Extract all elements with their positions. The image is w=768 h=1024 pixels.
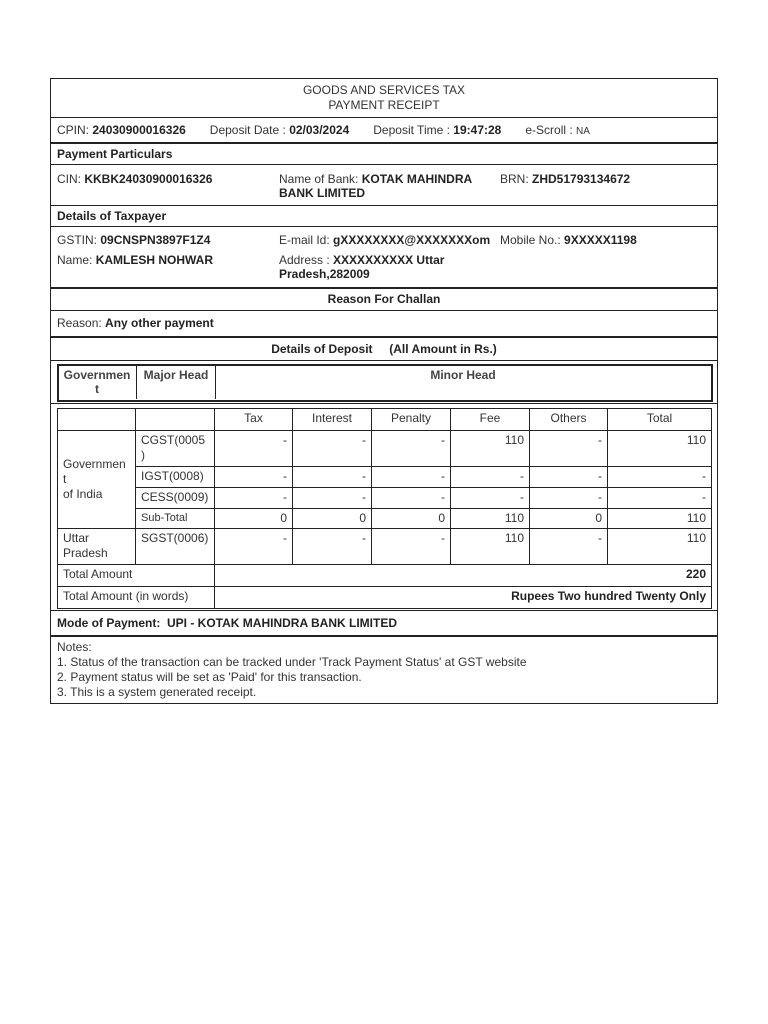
mode-label: Mode of Payment: [57,616,161,630]
sgst-tax: - [215,529,293,565]
name-label: Name: [57,253,93,267]
summary-row [51,118,717,144]
subtotal-penalty: 0 [372,509,451,529]
deposit-date [210,123,349,137]
header-line-2: PAYMENT RECEIPT [328,98,440,112]
notes-heading: Notes: [57,640,92,654]
igst-tax: - [215,467,293,488]
col-header-total: Total [608,409,712,431]
deposit-heading [51,338,717,361]
email [279,233,490,247]
deposit-heading-text: Details of Deposit [271,342,373,356]
deposit-table [57,408,712,609]
major-head-cgst [136,431,215,467]
col-header-penalty: Penalty [372,409,451,431]
table-row-cess [58,488,712,509]
cess-fee: - [451,488,530,509]
table-header-row [58,409,712,431]
reason-row [51,311,717,338]
col-government-line-2: t [95,382,99,396]
igst-others: - [530,467,608,488]
subtotal-interest: 0 [293,509,372,529]
cgst-others: - [530,431,608,467]
deposit-time-label: Deposit Time : [373,123,450,137]
cin-value: KKBK24030900016326 [84,172,213,186]
sgst-total: 110 [608,529,712,565]
igst-interest: - [293,467,372,488]
cess-others: - [530,488,608,509]
igst-fee: - [451,467,530,488]
sgst-penalty: - [372,529,451,565]
address [279,253,444,281]
cgst-tax: - [215,431,293,467]
deposit-date-label: Deposit Date : [209,123,286,137]
cin-label: CIN: [57,172,81,186]
cgst-interest: - [293,431,372,467]
reason-value: Any other payment [105,316,214,330]
header-line-1: GOODS AND SERVICES TAX [302,83,466,97]
cess-total: - [608,488,712,509]
col-government-line-1: Governmen [63,368,131,382]
e-scroll [525,123,590,137]
gstin-label: GSTIN: [57,233,98,247]
col-header-interest: Interest [293,409,372,431]
address-label: Address : [279,253,330,267]
note-item: 2. Payment status will be set as 'Paid' for this transaction. [57,670,362,684]
address-value-line-1: XXXXXXXXXX Uttar [333,253,445,267]
mobile [500,233,637,247]
gstin [57,233,210,247]
total-amount-label: Total Amount [58,565,215,587]
table-row-cgst [58,431,712,467]
cin [57,172,212,186]
goi-label-line-1: Governmen [63,457,126,471]
email-value: gXXXXXXXX@XXXXXXXom [333,233,491,247]
brn [500,172,630,186]
state-label [58,529,136,565]
payment-receipt [50,78,718,704]
bank-label: Name of Bank: [279,172,359,186]
cess-tax: - [215,488,293,509]
mode-of-payment [51,611,717,637]
sgst-fee: 110 [451,529,530,565]
mode-value: UPI - KOTAK MAHINDRA BANK LIMITED [167,616,397,630]
cpin [57,123,186,137]
cess-interest: - [293,488,372,509]
col-major-head: Major Head [143,368,209,382]
igst-penalty: - [372,467,451,488]
taxpayer-heading: Details of Taxpayer [51,206,717,227]
total-words-label: Total Amount (in words) [58,587,215,609]
brn-label: BRN: [500,172,529,186]
gstin-value: 09CNSPN3897F1Z4 [100,233,211,247]
cgst-head-line-1: CGST(0005 [141,433,206,447]
cgst-head-line-2: ) [141,448,145,462]
bank-value-line-2: BANK LIMITED [279,186,365,200]
mobile-value: 9XXXXX1198 [564,233,637,247]
cgst-penalty: - [372,431,451,467]
cpin-label: CPIN: [57,123,90,137]
total-amount-value: 220 [215,565,712,587]
table-row-igst [58,467,712,488]
notes [51,637,717,703]
table-row-subtotal [58,509,712,529]
state-label-line-2: Pradesh [63,546,108,560]
state-label-line-1: Uttar [63,531,90,545]
col-header-fee: Fee [451,409,530,431]
cgst-fee: 110 [451,431,530,467]
major-head-cess: CESS(0009) [136,488,215,509]
goi-label-line-2: t [63,472,67,486]
receipt-header [51,79,717,118]
deposit-unit-note: (All Amount in Rs.) [389,342,497,356]
email-label: E-mail Id: [279,233,330,247]
major-head-sgst: SGST(0006) [136,529,215,565]
address-value-line-2: Pradesh,282009 [279,267,370,281]
bank-name [279,172,472,200]
payment-particulars-heading: Payment Particulars [51,144,717,165]
subtotal-total: 110 [608,509,712,529]
sgst-others: - [530,529,608,565]
cgst-total: 110 [608,431,712,467]
col-government [59,368,135,396]
bank-value-line-1: KOTAK MAHINDRA [361,172,473,186]
goi-label-line-3: of India [63,487,103,501]
e-scroll-label: e-Scroll : [525,123,573,137]
note-item: 1. Status of the transaction can be tracked under 'Track Payment Status' at GST website [57,655,527,669]
goi-label [58,431,136,529]
cpin-value: 24030900016326 [92,123,186,137]
taxpayer-details [51,227,717,289]
col-minor-head: Minor Head [430,368,496,382]
reason-label: Reason: [57,316,102,330]
major-head-subtotal: Sub-Total [136,509,215,529]
taxpayer-name [57,253,213,267]
cess-penalty: - [372,488,451,509]
deposit-head-box [51,361,717,404]
note-item: 3. This is a system generated receipt. [57,685,257,699]
table-row-words [58,587,712,609]
total-words-value: Rupees Two hundred Twenty Only [215,587,712,609]
subtotal-tax: 0 [215,509,293,529]
deposit-date-value: 02/03/2024 [289,123,350,137]
reason-heading: Reason For Challan [51,289,717,311]
deposit-time-value: 19:47:28 [453,123,502,137]
brn-value: ZHD51793134672 [532,172,631,186]
sgst-interest: - [293,529,372,565]
col-header-tax: Tax [215,409,293,431]
e-scroll-value: NA [576,126,590,137]
mobile-label: Mobile No.: [500,233,561,247]
payment-particulars-row [51,165,717,206]
deposit-table-row [51,404,717,611]
subtotal-fee: 110 [451,509,530,529]
col-header-others: Others [530,409,608,431]
empty-cell [58,409,136,431]
table-row-sgst [58,529,712,565]
igst-total: - [608,467,712,488]
name-value: KAMLESH NOHWAR [95,253,214,267]
deposit-time [373,123,501,137]
subtotal-others: 0 [530,509,608,529]
empty-cell [136,409,215,431]
table-row-total [58,565,712,587]
major-head-igst: IGST(0008) [136,467,215,488]
